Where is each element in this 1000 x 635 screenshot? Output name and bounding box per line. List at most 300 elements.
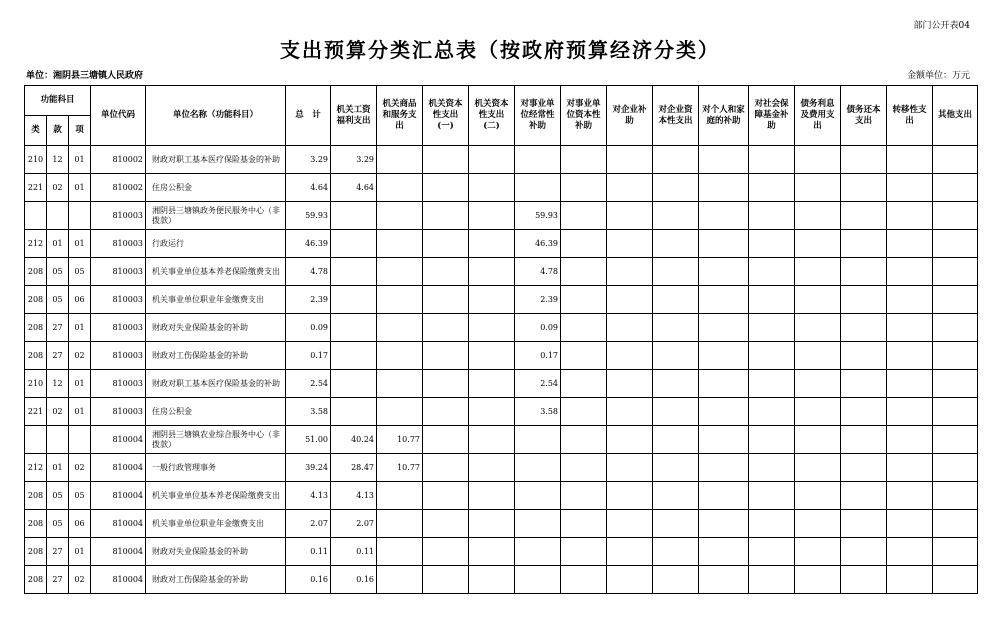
empty-cell	[653, 510, 699, 538]
row-name: 一般行政管理事务	[146, 454, 286, 482]
row-c2	[377, 482, 423, 510]
empty-cell	[933, 510, 978, 538]
empty-cell	[887, 454, 933, 482]
row-kuan: 27	[47, 342, 69, 370]
empty-cell	[561, 538, 607, 566]
empty-cell	[699, 398, 749, 426]
empty-cell	[561, 426, 607, 454]
row-lei: 221	[25, 398, 47, 426]
row-c2	[377, 370, 423, 398]
empty-cell	[653, 426, 699, 454]
row-total: 2.54	[286, 370, 331, 398]
empty-cell	[933, 314, 978, 342]
row-c1	[331, 286, 377, 314]
empty-cell	[423, 398, 469, 426]
empty-cell	[561, 370, 607, 398]
empty-cell	[699, 342, 749, 370]
empty-cell	[749, 202, 795, 230]
header-c8: 对企业资本性支出	[653, 86, 699, 146]
empty-cell	[423, 538, 469, 566]
empty-cell	[653, 398, 699, 426]
empty-cell	[561, 454, 607, 482]
row-code: 810003	[91, 314, 146, 342]
empty-cell	[469, 426, 515, 454]
row-total: 0.09	[286, 314, 331, 342]
row-c1: 3.29	[331, 146, 377, 174]
row-xiang: 01	[69, 370, 91, 398]
empty-cell	[469, 174, 515, 202]
empty-cell	[699, 258, 749, 286]
table-row	[25, 482, 978, 510]
empty-cell	[933, 426, 978, 454]
empty-cell	[749, 398, 795, 426]
empty-cell	[607, 482, 653, 510]
amount-unit-label: 金额单位：万元	[906, 71, 970, 81]
empty-cell	[841, 510, 887, 538]
empty-cell	[699, 538, 749, 566]
empty-cell	[795, 230, 841, 258]
row-xiang: 01	[69, 174, 91, 202]
row-kuan: 12	[47, 146, 69, 174]
row-c5	[515, 146, 561, 174]
empty-cell	[795, 566, 841, 594]
empty-cell	[749, 370, 795, 398]
row-total: 0.17	[286, 342, 331, 370]
empty-cell	[561, 202, 607, 230]
empty-cell	[699, 482, 749, 510]
table-row	[25, 370, 978, 398]
row-name: 财政对失业保险基金的补助	[146, 314, 286, 342]
empty-cell	[699, 230, 749, 258]
empty-cell	[795, 370, 841, 398]
table-row	[25, 286, 978, 314]
header-xiang: 项	[69, 116, 91, 146]
table-row	[25, 258, 978, 286]
row-xiang: 01	[69, 398, 91, 426]
row-lei: 212	[25, 454, 47, 482]
table-row	[25, 454, 978, 482]
row-c5	[515, 510, 561, 538]
row-xiang: 05	[69, 258, 91, 286]
header-lei: 类	[25, 116, 47, 146]
row-lei	[25, 202, 47, 230]
empty-cell	[841, 426, 887, 454]
empty-cell	[607, 454, 653, 482]
row-c2	[377, 258, 423, 286]
row-c5: 59.93	[515, 202, 561, 230]
empty-cell	[887, 370, 933, 398]
budget-table	[24, 85, 978, 594]
empty-cell	[423, 426, 469, 454]
empty-cell	[887, 286, 933, 314]
empty-cell	[423, 174, 469, 202]
empty-cell	[749, 566, 795, 594]
row-xiang	[69, 426, 91, 454]
row-lei: 208	[25, 286, 47, 314]
empty-cell	[933, 398, 978, 426]
empty-cell	[469, 230, 515, 258]
empty-cell	[841, 314, 887, 342]
row-c2	[377, 174, 423, 202]
empty-cell	[841, 146, 887, 174]
empty-cell	[887, 146, 933, 174]
row-c2	[377, 510, 423, 538]
row-code: 810004	[91, 454, 146, 482]
header-c11: 债务利息及费用支出	[795, 86, 841, 146]
row-lei	[25, 426, 47, 454]
empty-cell	[423, 286, 469, 314]
row-total: 4.78	[286, 258, 331, 286]
header-c13: 转移性支出	[887, 86, 933, 146]
header-c4: 机关资本性支出(二)	[469, 86, 515, 146]
row-c5	[515, 174, 561, 202]
empty-cell	[561, 230, 607, 258]
empty-cell	[699, 370, 749, 398]
header-code: 单位代码	[91, 86, 146, 146]
row-c2	[377, 342, 423, 370]
unit-label: 单位：湘阴县三塘镇人民政府	[26, 71, 144, 81]
row-lei: 208	[25, 482, 47, 510]
table-row	[25, 314, 978, 342]
header-c1: 机关工资福利支出	[331, 86, 377, 146]
table-row	[25, 426, 978, 454]
row-c5: 2.54	[515, 370, 561, 398]
row-xiang	[69, 202, 91, 230]
empty-cell	[795, 258, 841, 286]
row-name: 财政对工伤保险基金的补助	[146, 566, 286, 594]
empty-cell	[607, 258, 653, 286]
row-total: 39.24	[286, 454, 331, 482]
empty-cell	[841, 454, 887, 482]
row-lei: 210	[25, 146, 47, 174]
row-lei: 208	[25, 538, 47, 566]
row-total: 2.39	[286, 286, 331, 314]
empty-cell	[607, 314, 653, 342]
row-c1	[331, 398, 377, 426]
empty-cell	[933, 482, 978, 510]
empty-cell	[653, 286, 699, 314]
table-row	[25, 202, 978, 230]
empty-cell	[887, 566, 933, 594]
empty-cell	[795, 538, 841, 566]
row-lei: 208	[25, 314, 47, 342]
table-row	[25, 230, 978, 258]
empty-cell	[887, 314, 933, 342]
row-lei: 210	[25, 370, 47, 398]
empty-cell	[887, 398, 933, 426]
row-c1: 0.11	[331, 538, 377, 566]
row-c1: 0.16	[331, 566, 377, 594]
empty-cell	[841, 538, 887, 566]
row-kuan: 27	[47, 314, 69, 342]
empty-cell	[699, 454, 749, 482]
empty-cell	[749, 426, 795, 454]
empty-cell	[933, 258, 978, 286]
empty-cell	[933, 342, 978, 370]
empty-cell	[561, 342, 607, 370]
row-xiang: 02	[69, 342, 91, 370]
empty-cell	[795, 482, 841, 510]
row-c2	[377, 314, 423, 342]
row-xiang: 01	[69, 146, 91, 174]
row-kuan	[47, 202, 69, 230]
row-total: 4.64	[286, 174, 331, 202]
empty-cell	[841, 370, 887, 398]
row-c5	[515, 454, 561, 482]
empty-cell	[469, 258, 515, 286]
header-c12: 债务还本支出	[841, 86, 887, 146]
header-name: 单位名称（功能科目）	[146, 86, 286, 146]
empty-cell	[653, 370, 699, 398]
row-lei: 221	[25, 174, 47, 202]
empty-cell	[423, 202, 469, 230]
row-c1	[331, 314, 377, 342]
empty-cell	[561, 510, 607, 538]
empty-cell	[561, 286, 607, 314]
empty-cell	[469, 482, 515, 510]
row-lei: 208	[25, 510, 47, 538]
row-kuan: 12	[47, 370, 69, 398]
header-c10: 对社会保障基金补助	[749, 86, 795, 146]
row-c1: 40.24	[331, 426, 377, 454]
row-xiang: 01	[69, 230, 91, 258]
row-kuan	[47, 426, 69, 454]
row-code: 810002	[91, 146, 146, 174]
empty-cell	[561, 146, 607, 174]
row-code: 810003	[91, 258, 146, 286]
row-total: 4.13	[286, 482, 331, 510]
empty-cell	[795, 286, 841, 314]
row-c2	[377, 146, 423, 174]
row-kuan: 02	[47, 174, 69, 202]
row-c5	[515, 426, 561, 454]
row-c1	[331, 342, 377, 370]
empty-cell	[469, 146, 515, 174]
row-total: 3.29	[286, 146, 331, 174]
empty-cell	[887, 510, 933, 538]
row-c2: 10.77	[377, 426, 423, 454]
row-c5	[515, 538, 561, 566]
empty-cell	[469, 510, 515, 538]
empty-cell	[933, 454, 978, 482]
empty-cell	[795, 174, 841, 202]
row-c5: 4.78	[515, 258, 561, 286]
empty-cell	[653, 314, 699, 342]
row-code: 810002	[91, 174, 146, 202]
row-c5	[515, 482, 561, 510]
empty-cell	[653, 174, 699, 202]
empty-cell	[653, 202, 699, 230]
empty-cell	[607, 174, 653, 202]
row-c1	[331, 370, 377, 398]
empty-cell	[469, 286, 515, 314]
row-c5: 2.39	[515, 286, 561, 314]
empty-cell	[795, 398, 841, 426]
empty-cell	[841, 202, 887, 230]
row-xiang: 01	[69, 538, 91, 566]
empty-cell	[607, 370, 653, 398]
empty-cell	[795, 314, 841, 342]
row-c5: 3.58	[515, 398, 561, 426]
empty-cell	[841, 258, 887, 286]
row-xiang: 05	[69, 482, 91, 510]
row-code: 810003	[91, 342, 146, 370]
empty-cell	[607, 566, 653, 594]
empty-cell	[653, 230, 699, 258]
empty-cell	[423, 230, 469, 258]
empty-cell	[607, 202, 653, 230]
row-kuan: 27	[47, 566, 69, 594]
row-code: 810004	[91, 426, 146, 454]
empty-cell	[841, 286, 887, 314]
empty-cell	[933, 174, 978, 202]
empty-cell	[561, 566, 607, 594]
table-row	[25, 566, 978, 594]
row-kuan: 05	[47, 258, 69, 286]
row-kuan: 05	[47, 510, 69, 538]
header-c14: 其他支出	[933, 86, 978, 146]
empty-cell	[841, 230, 887, 258]
row-c1: 2.07	[331, 510, 377, 538]
row-total: 51.00	[286, 426, 331, 454]
row-code: 810004	[91, 566, 146, 594]
row-xiang: 01	[69, 314, 91, 342]
row-code: 810003	[91, 398, 146, 426]
row-xiang: 02	[69, 566, 91, 594]
empty-cell	[887, 342, 933, 370]
row-lei: 208	[25, 566, 47, 594]
row-c2	[377, 566, 423, 594]
empty-cell	[607, 538, 653, 566]
empty-cell	[423, 342, 469, 370]
empty-cell	[653, 258, 699, 286]
row-total: 46.39	[286, 230, 331, 258]
row-c2	[377, 286, 423, 314]
empty-cell	[933, 286, 978, 314]
empty-cell	[653, 482, 699, 510]
empty-cell	[561, 482, 607, 510]
row-name: 机关事业单位基本养老保险缴费支出	[146, 482, 286, 510]
empty-cell	[653, 146, 699, 174]
empty-cell	[749, 146, 795, 174]
row-total: 3.58	[286, 398, 331, 426]
empty-cell	[749, 230, 795, 258]
empty-cell	[749, 314, 795, 342]
row-code: 810004	[91, 538, 146, 566]
empty-cell	[887, 202, 933, 230]
empty-cell	[887, 258, 933, 286]
empty-cell	[795, 454, 841, 482]
empty-cell	[699, 146, 749, 174]
empty-cell	[795, 342, 841, 370]
empty-cell	[749, 510, 795, 538]
empty-cell	[607, 398, 653, 426]
empty-cell	[653, 454, 699, 482]
header-c5: 对事业单位经常性补助	[515, 86, 561, 146]
empty-cell	[841, 398, 887, 426]
empty-cell	[423, 258, 469, 286]
empty-cell	[887, 482, 933, 510]
row-c1: 4.13	[331, 482, 377, 510]
row-code: 810003	[91, 286, 146, 314]
table-row	[25, 174, 978, 202]
row-xiang: 06	[69, 510, 91, 538]
row-name: 财政对职工基本医疗保险基金的补助	[146, 370, 286, 398]
empty-cell	[469, 202, 515, 230]
empty-cell	[699, 174, 749, 202]
page-title: 支出预算分类汇总表（按政府预算经济分类）	[280, 38, 720, 62]
empty-cell	[469, 342, 515, 370]
empty-cell	[469, 398, 515, 426]
empty-cell	[749, 174, 795, 202]
empty-cell	[749, 538, 795, 566]
table-body	[25, 146, 978, 594]
row-c2	[377, 538, 423, 566]
row-c2	[377, 202, 423, 230]
row-c1: 4.64	[331, 174, 377, 202]
row-c5: 46.39	[515, 230, 561, 258]
row-c2	[377, 398, 423, 426]
empty-cell	[423, 566, 469, 594]
form-number: 部门公开表04	[913, 21, 970, 31]
empty-cell	[795, 510, 841, 538]
row-xiang: 02	[69, 454, 91, 482]
empty-cell	[749, 286, 795, 314]
row-c2: 10.77	[377, 454, 423, 482]
empty-cell	[607, 286, 653, 314]
row-c5: 0.09	[515, 314, 561, 342]
empty-cell	[749, 342, 795, 370]
row-name: 财政对工伤保险基金的补助	[146, 342, 286, 370]
empty-cell	[699, 202, 749, 230]
table-row	[25, 538, 978, 566]
empty-cell	[607, 342, 653, 370]
empty-cell	[653, 342, 699, 370]
row-xiang: 06	[69, 286, 91, 314]
empty-cell	[795, 146, 841, 174]
header-c7: 对企业补助	[607, 86, 653, 146]
row-lei: 212	[25, 230, 47, 258]
empty-cell	[749, 258, 795, 286]
empty-cell	[561, 174, 607, 202]
empty-cell	[607, 230, 653, 258]
row-name: 住房公积金	[146, 398, 286, 426]
row-name: 财政对职工基本医疗保险基金的补助	[146, 146, 286, 174]
empty-cell	[561, 314, 607, 342]
header-c6: 对事业单位资本性补助	[561, 86, 607, 146]
empty-cell	[469, 454, 515, 482]
table-row	[25, 146, 978, 174]
row-name: 机关事业单位职业年金缴费支出	[146, 510, 286, 538]
row-kuan: 02	[47, 398, 69, 426]
empty-cell	[469, 370, 515, 398]
row-code: 810003	[91, 230, 146, 258]
empty-cell	[795, 426, 841, 454]
empty-cell	[933, 202, 978, 230]
empty-cell	[423, 482, 469, 510]
empty-cell	[469, 566, 515, 594]
header-c9: 对个人和家庭的补助	[699, 86, 749, 146]
row-c1: 28.47	[331, 454, 377, 482]
empty-cell	[749, 454, 795, 482]
row-kuan: 01	[47, 454, 69, 482]
row-name: 住房公积金	[146, 174, 286, 202]
row-kuan: 01	[47, 230, 69, 258]
empty-cell	[423, 370, 469, 398]
empty-cell	[653, 566, 699, 594]
row-c1	[331, 258, 377, 286]
empty-cell	[933, 230, 978, 258]
